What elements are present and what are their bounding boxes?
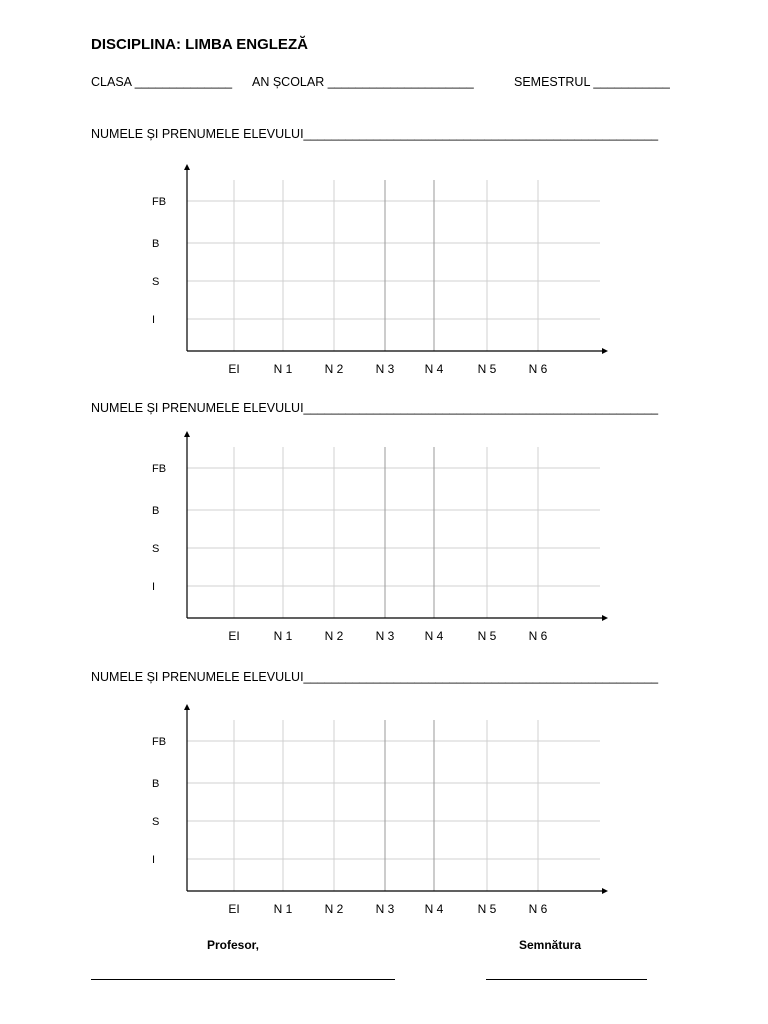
student-name-field-1: NUMELE ȘI PRENUMELE ELEVULUI___________________________________________________ bbox=[91, 127, 659, 141]
y-tick-label: B bbox=[152, 505, 160, 517]
y-axis-arrow bbox=[184, 431, 190, 437]
x-tick-label: N 4 bbox=[424, 362, 444, 376]
semester-field: SEMESTRUL ___________ bbox=[514, 75, 670, 89]
x-tick-label: N 5 bbox=[477, 902, 497, 916]
x-axis-arrow bbox=[602, 348, 608, 354]
y-axis-arrow bbox=[184, 704, 190, 710]
x-tick-label: N 4 bbox=[424, 902, 444, 916]
x-tick-label: N 5 bbox=[477, 629, 497, 643]
school-year-field: AN ȘCOLAR _____________________ bbox=[252, 75, 474, 89]
x-tick-label: N 1 bbox=[273, 362, 293, 376]
x-tick-label: N 5 bbox=[477, 362, 497, 376]
x-axis-arrow bbox=[602, 888, 608, 894]
y-tick-label: S bbox=[152, 276, 160, 288]
grade-chart-1 bbox=[140, 158, 620, 376]
y-tick-label: FB bbox=[152, 736, 167, 748]
x-tick-label: N 3 bbox=[375, 902, 395, 916]
y-tick-label: S bbox=[152, 543, 160, 555]
x-tick-label: N 6 bbox=[528, 629, 548, 643]
x-tick-label: EI bbox=[228, 629, 240, 643]
x-tick-label: N 2 bbox=[324, 362, 344, 376]
x-tick-label: EI bbox=[228, 362, 240, 376]
y-tick-label: FB bbox=[152, 463, 167, 475]
class-field: CLASA ______________ bbox=[91, 75, 233, 89]
y-tick-label: I bbox=[152, 854, 156, 866]
x-tick-label: N 6 bbox=[528, 902, 548, 916]
x-tick-label: EI bbox=[228, 902, 240, 916]
x-tick-label: N 6 bbox=[528, 362, 548, 376]
x-tick-label: N 1 bbox=[273, 629, 293, 643]
y-tick-label: B bbox=[152, 778, 160, 790]
x-tick-label: N 2 bbox=[324, 629, 344, 643]
x-tick-label: N 1 bbox=[273, 902, 293, 916]
grade-chart-3 bbox=[140, 698, 620, 916]
y-tick-label: I bbox=[152, 314, 156, 326]
y-tick-label: FB bbox=[152, 196, 167, 208]
y-tick-label: I bbox=[152, 581, 156, 593]
signature-label: Semnătura bbox=[519, 938, 582, 952]
y-axis-arrow bbox=[184, 164, 190, 170]
x-tick-label: N 3 bbox=[375, 629, 395, 643]
y-tick-label: B bbox=[152, 238, 160, 250]
student-name-field-2: NUMELE ȘI PRENUMELE ELEVULUI___________________________________________________ bbox=[91, 401, 659, 415]
teacher-label: Profesor, bbox=[207, 938, 260, 952]
y-tick-label: S bbox=[152, 816, 160, 828]
signature-line bbox=[486, 979, 647, 980]
x-axis-arrow bbox=[602, 615, 608, 621]
student-name-field-3: NUMELE ȘI PRENUMELE ELEVULUI___________________________________________________ bbox=[91, 670, 659, 684]
x-tick-label: N 3 bbox=[375, 362, 395, 376]
teacher-signature-line bbox=[91, 979, 395, 980]
x-tick-label: N 2 bbox=[324, 902, 344, 916]
document-title: DISCIPLINA: LIMBA ENGLEZĂ bbox=[91, 36, 308, 53]
x-tick-label: N 4 bbox=[424, 629, 444, 643]
grade-chart-2 bbox=[140, 425, 620, 643]
